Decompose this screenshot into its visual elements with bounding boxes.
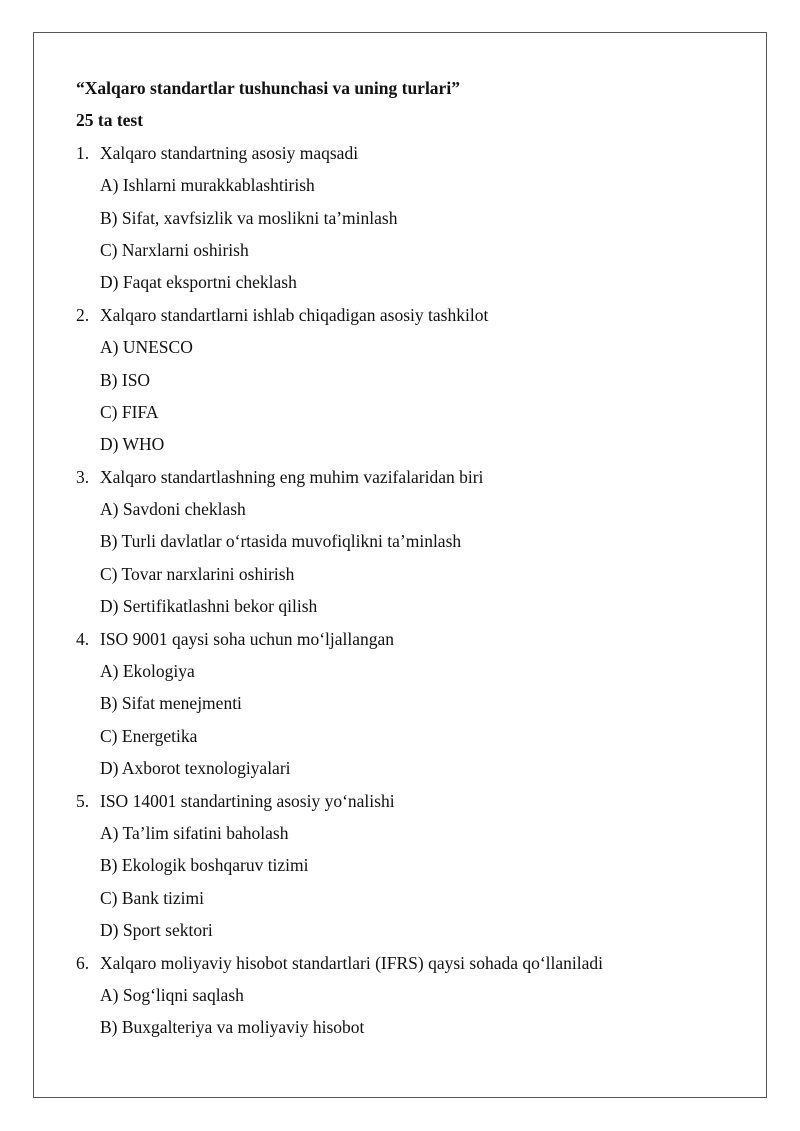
question-5 [76, 785, 756, 817]
question-1-option-c: C) Narxlarni oshirish [100, 239, 249, 260]
question-2-option-d: D) WHO [100, 434, 165, 455]
question-text: ISO 14001 standartining asosiy yo‘nalishi [100, 790, 395, 811]
question-5-option-b: B) Ekologik boshqaruv tizimi [100, 855, 309, 876]
question-3-option-b: B) Turli davlatlar o‘rtasida muvofiqlikni ta’minlash [100, 531, 462, 552]
question-number: 4. [76, 628, 90, 649]
question-number: 2. [76, 304, 90, 325]
question-number: 6. [76, 952, 90, 973]
question-3 [76, 461, 756, 493]
question-1 [76, 137, 756, 169]
question-4-option-b: B) Sifat menejmenti [100, 693, 242, 714]
question-5-option-d: D) Sport sektori [100, 920, 213, 941]
question-1-option-a: A) Ishlarni murakkablashtirish [100, 175, 315, 196]
question-2 [76, 299, 756, 331]
question-text: ISO 9001 qaysi soha uchun mo‘ljallangan [100, 628, 395, 649]
document-title: “Xalqaro standartlar tushunchasi va uning turlari” [76, 78, 460, 98]
question-3-option-d: D) Sertifikatlashni bekor qilish [100, 596, 318, 617]
question-1-option-b: B) Sifat, xavfsizlik va moslikni ta’minlash [100, 207, 398, 228]
question-number: 1. [76, 142, 90, 163]
question-6-option-a: A) Sog‘liqni saqlash [100, 984, 244, 1005]
document-subtitle: 25 ta test [76, 110, 144, 131]
document-content [76, 72, 756, 1044]
question-2-option-c: C) FIFA [100, 401, 159, 422]
question-5-option-a: A) Ta’lim sifatini baholash [100, 822, 289, 843]
question-4-option-a: A) Ekologiya [100, 661, 195, 682]
question-3-option-a: A) Savdoni cheklash [100, 499, 246, 520]
question-text: Xalqaro standartlarni ishlab chiqadigan asosiy tashkilot [100, 304, 489, 325]
question-3-option-c: C) Tovar narxlarini oshirish [100, 563, 295, 584]
question-4-option-c: C) Energetika [100, 725, 198, 746]
question-6 [76, 947, 756, 979]
question-6-option-b: B) Buxgalteriya va moliyaviy hisobot [100, 1017, 365, 1038]
question-2-option-b: B) ISO [100, 369, 151, 390]
question-text: Xalqaro moliyaviy hisobot standartlari (IFRS) qaysi sohada qo‘llaniladi [100, 952, 604, 973]
question-1-option-d: D) Faqat eksportni cheklash [100, 272, 297, 293]
question-2-option-a: A) UNESCO [100, 337, 193, 358]
question-5-option-c: C) Bank tizimi [100, 887, 205, 908]
question-4-option-d: D) Axborot texnologiyalari [100, 758, 291, 779]
question-4 [76, 623, 756, 655]
question-number: 3. [76, 466, 90, 487]
question-number: 5. [76, 790, 90, 811]
question-text: Xalqaro standartning asosiy maqsadi [100, 142, 359, 163]
question-text: Xalqaro standartlashning eng muhim vazifalaridan biri [100, 466, 484, 487]
